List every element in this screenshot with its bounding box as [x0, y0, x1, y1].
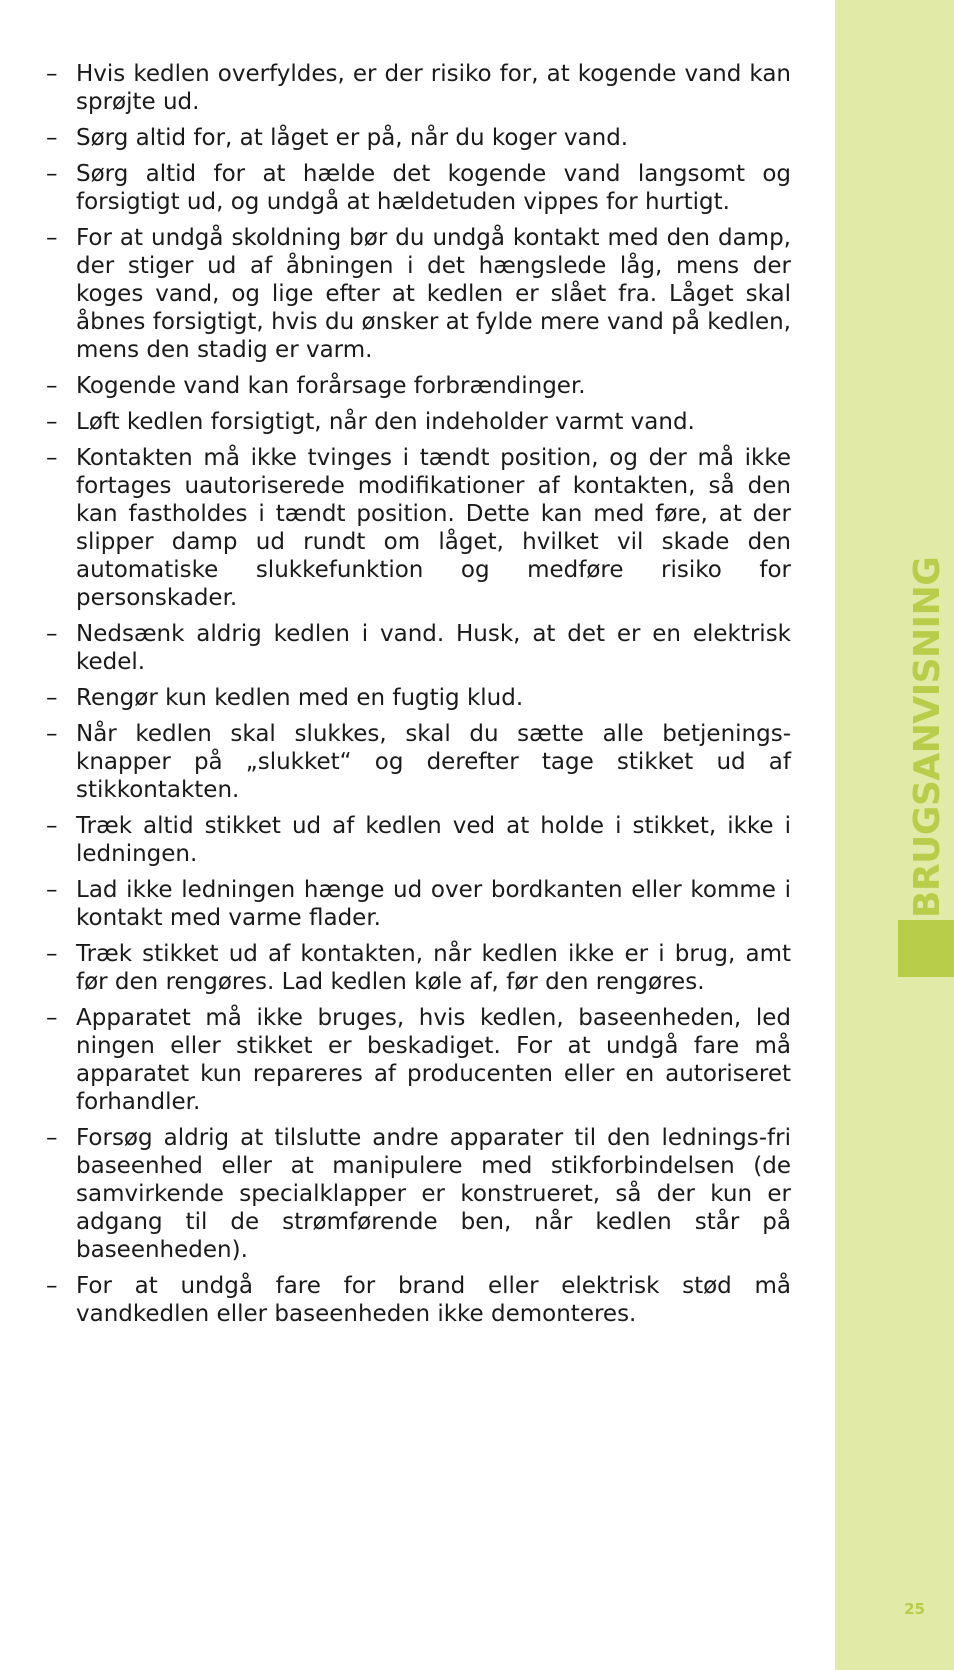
- item-text: For at undgå skoldning bør du undgå kontakt med den damp, der stiger ud af åbningen i det hængslede låg, mens der koges vand, og lige efter at kedlen er slået fra. Låget skal åbnes forsigtigt, hvis du ønsker at fylde mere vand på kedlen, mens den stadig er varm.: [76, 225, 791, 363]
- item-text: Lad ikke ledningen hænge ud over bordkanten eller komme i kontakt med varme flader.: [76, 877, 791, 931]
- dash-bullet: –: [46, 721, 58, 747]
- item-text: Løft kedlen forsigtigt, når den indeholder varmt vand.: [76, 409, 695, 435]
- sidebar: [835, 0, 954, 1670]
- main-content: [46, 60, 791, 1336]
- item-text: Træk stikket ud af kontakten, når kedlen ikke er i brug, amt før den rengøres. Lad kedlen køle af, før den rengøres.: [76, 941, 791, 995]
- safety-warning-list: [46, 60, 791, 1328]
- dash-bullet: –: [46, 685, 58, 711]
- item-text: Kontakten må ikke tvinges i tændt position, og der må ikke fortages uautoriserede modifikationer af kontakten, så den kan fastholdes i tændt position. Dette kan med føre, at der slipper damp ud rundt om låget, hvilket vil skade den automatiske slukkefunktion og medføre risiko for personskader.: [76, 445, 791, 611]
- list-item: [46, 876, 791, 932]
- list-item: [46, 1124, 791, 1264]
- list-item: [46, 408, 791, 436]
- item-text: Træk altid stikket ud af kedlen ved at holde i stikket, ikke i ledningen.: [76, 813, 791, 867]
- dash-bullet: –: [46, 61, 58, 87]
- dash-bullet: –: [46, 161, 58, 187]
- item-text: Sørg altid for at hælde det kogende vand langsomt og forsigtigt ud, og undgå at hældetuden vippes for hurtigt.: [76, 161, 791, 215]
- dash-bullet: –: [46, 445, 58, 471]
- list-item: [46, 60, 791, 116]
- dash-bullet: –: [46, 813, 58, 839]
- dash-bullet: –: [46, 373, 58, 399]
- list-item: [46, 224, 791, 364]
- item-text: Når kedlen skal slukkes, skal du sætte alle betjenings-knapper på „slukket“ og derefter tage stikket ud af stikkontakten.: [76, 721, 791, 803]
- item-text: Kogende vand kan forårsage forbrændinger.: [76, 373, 586, 399]
- item-text: Apparatet må ikke bruges, hvis kedlen, baseenheden, led ningen eller stikket er beskadiget. For at undgå fare må apparatet kun repareres af producenten eller en autoriseret forhandler.: [76, 1005, 791, 1115]
- dash-bullet: –: [46, 125, 58, 151]
- dash-bullet: –: [46, 877, 58, 903]
- list-item: [46, 684, 791, 712]
- item-text: Hvis kedlen overfyldes, er der risiko for, at kogende vand kan sprøjte ud.: [76, 61, 791, 115]
- dash-bullet: –: [46, 225, 58, 251]
- list-item: [46, 124, 791, 152]
- dash-bullet: –: [46, 1005, 58, 1031]
- dash-bullet: –: [46, 409, 58, 435]
- item-text: Forsøg aldrig at tilslutte andre apparater til den lednings-fri baseenhed eller at manipulere med stikforbindelsen (de samvirkende specialklapper er konstrueret, så der kun er adgang til de strømførende ben, når kedlen står på baseenheden).: [76, 1125, 791, 1263]
- section-tab-marker: [898, 920, 954, 977]
- list-item: [46, 620, 791, 676]
- dash-bullet: –: [46, 1125, 58, 1151]
- list-item: [46, 1004, 791, 1116]
- list-item: [46, 160, 791, 216]
- list-item: [46, 720, 791, 804]
- dash-bullet: –: [46, 621, 58, 647]
- page-number: 25: [904, 1600, 925, 1618]
- list-item: [46, 372, 791, 400]
- dash-bullet: –: [46, 1273, 58, 1299]
- item-text: For at undgå fare for brand eller elektrisk stød må vandkedlen eller baseenheden ikke demonteres.: [76, 1273, 791, 1327]
- item-text: Sørg altid for, at låget er på, når du koger vand.: [76, 125, 629, 151]
- list-item: [46, 1272, 791, 1328]
- item-text: Rengør kun kedlen med en fugtig klud.: [76, 685, 524, 711]
- list-item: [46, 444, 791, 612]
- list-item: [46, 812, 791, 868]
- section-title-text: BRUGSANVISNING: [907, 556, 948, 918]
- dash-bullet: –: [46, 941, 58, 967]
- list-item: [46, 940, 791, 996]
- item-text: Nedsænk aldrig kedlen i vand. Husk, at det er en elektrisk kedel.: [76, 621, 791, 675]
